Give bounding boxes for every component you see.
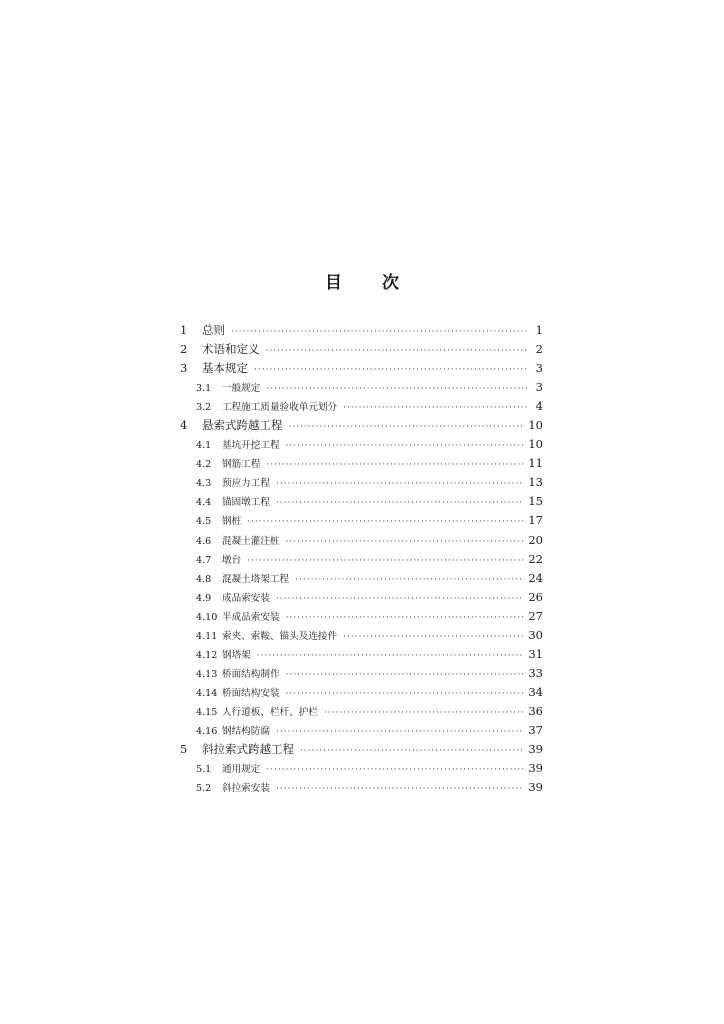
toc-page-number: 1 [535, 323, 543, 337]
toc-chapter-entry[interactable] [180, 359, 543, 378]
title-char-2: 次 [382, 273, 399, 293]
toc-entry-title: 索夹、索鞍、锚头及连接件 [222, 630, 338, 642]
toc-entry-number: 4.5 [196, 516, 212, 528]
toc-section-entry[interactable] [180, 473, 543, 492]
toc-section-entry[interactable] [180, 607, 543, 626]
toc-entry-number: 4.6 [196, 535, 212, 547]
toc-page-number: 22 [528, 551, 543, 566]
toc-page-number: 13 [528, 475, 543, 490]
toc-entry-title: 悬索式跨越工程 [202, 418, 283, 433]
toc-page-number: 36 [528, 703, 543, 718]
toc-entry-title: 人行道板、栏杆、护栏 [222, 706, 318, 718]
toc-entry-number: 4.2 [196, 459, 212, 471]
toc-entry-number: 5.2 [196, 783, 212, 795]
dot-leader [247, 513, 524, 532]
toc-page-number: 33 [528, 665, 543, 680]
toc-page-number: 34 [528, 684, 543, 699]
toc-page-number: 3 [535, 361, 543, 376]
toc-entry-number: 4.16 [196, 725, 218, 737]
toc-entry-number: 3.1 [196, 383, 212, 395]
toc-entry-title: 混凝土灌注桩 [222, 535, 280, 547]
toc-entry-title: 成品索安装 [222, 592, 270, 604]
toc-page-number: 4 [535, 399, 543, 414]
toc-entry-title: 钢塔架 [222, 649, 251, 661]
dot-leader [286, 685, 525, 704]
toc-chapter-entry[interactable] [180, 740, 543, 759]
toc-entry-title: 墩台 [222, 554, 242, 566]
toc-section-entry[interactable] [180, 435, 543, 454]
toc-section-entry[interactable] [180, 378, 543, 397]
toc-page-number: 39 [528, 742, 543, 757]
toc-page-number: 27 [528, 608, 543, 623]
toc-entry-number: 4.11 [196, 630, 218, 642]
toc-section-entry[interactable] [180, 550, 543, 569]
dot-leader [254, 361, 529, 380]
toc-entry-title: 工程施工质量验收单元划分 [222, 402, 338, 414]
toc-section-entry[interactable] [180, 454, 543, 473]
dot-leader [276, 780, 524, 799]
toc-entry-title: 桥面结构制作 [222, 668, 280, 680]
toc-section-entry[interactable] [180, 664, 543, 683]
toc-entry-number: 4.7 [196, 554, 212, 566]
toc-page-number: 37 [528, 722, 543, 737]
toc-section-entry[interactable] [180, 778, 543, 797]
toc-entry-title: 基坑开挖工程 [222, 440, 280, 452]
toc-entry-number: 5.1 [196, 764, 212, 776]
toc-entry-number: 1 [180, 323, 188, 337]
toc-entry-number: 3.2 [196, 402, 212, 414]
toc-entry-number: 4.4 [196, 497, 212, 509]
toc-page-number: 30 [528, 627, 543, 642]
dot-leader [231, 323, 529, 342]
dot-leader [247, 552, 524, 571]
dot-leader [266, 342, 530, 361]
toc-entry-title: 钢桩 [222, 516, 242, 528]
toc-section-entry[interactable] [180, 759, 543, 778]
toc-page-number: 10 [528, 437, 543, 452]
toc-entry-title: 混凝土塔架工程 [222, 573, 290, 585]
toc-entry-title: 钢筋工程 [222, 459, 261, 471]
page-title [0, 268, 724, 293]
toc-entry-title: 通用规定 [222, 764, 261, 776]
dot-leader [289, 418, 525, 437]
dot-leader [324, 704, 524, 723]
toc-section-entry[interactable] [180, 626, 543, 645]
dot-leader [286, 437, 525, 456]
dot-leader [343, 399, 529, 418]
toc-page-number: 11 [528, 456, 543, 471]
toc-entry-number: 4.12 [196, 649, 218, 661]
toc-entry-number: 4.3 [196, 478, 212, 490]
toc-entry-title: 锚固墩工程 [222, 497, 270, 509]
toc-entry-number: 5 [180, 742, 188, 757]
dot-leader [276, 494, 524, 513]
toc-entry-title: 桥面结构安装 [222, 687, 280, 699]
toc-entry-title: 预应力工程 [222, 478, 270, 490]
dot-leader [343, 628, 524, 647]
title-char-1: 目 [325, 273, 342, 293]
toc-entry-number: 4.13 [196, 668, 218, 680]
toc-section-entry[interactable] [180, 683, 543, 702]
toc-page-number: 39 [528, 761, 543, 776]
toc-entry-title: 半成品索安装 [222, 611, 280, 623]
toc-entry-number: 4.15 [196, 706, 218, 718]
toc-chapter-entry[interactable] [180, 340, 543, 359]
toc-page-number: 3 [535, 380, 543, 395]
toc-entry-number: 4.9 [196, 592, 212, 604]
toc-chapter-entry[interactable] [180, 416, 543, 435]
toc-section-entry[interactable] [180, 492, 543, 511]
toc-entry-number: 3 [180, 361, 188, 376]
toc-entry-title: 术语和定义 [202, 342, 260, 357]
toc-entry-title: 一般规定 [222, 383, 261, 395]
toc-section-entry[interactable] [180, 511, 543, 530]
toc-chapter-entry[interactable] [180, 321, 543, 340]
dot-leader [295, 571, 524, 590]
toc-page-number: 26 [528, 589, 543, 604]
toc-section-entry[interactable] [180, 397, 543, 416]
dot-leader [276, 475, 524, 494]
toc-page-number: 15 [528, 494, 543, 509]
toc-page-number: 31 [528, 646, 543, 661]
toc-entry-title: 基本规定 [202, 361, 248, 376]
toc-entry-number: 4 [180, 418, 188, 433]
dot-leader [257, 647, 525, 666]
dot-leader [276, 590, 524, 609]
toc-section-entry[interactable] [180, 588, 543, 607]
toc-entry-title: 斜拉索式跨越工程 [202, 742, 294, 757]
toc-entry-number: 2 [180, 342, 188, 357]
dot-leader [286, 609, 525, 628]
toc-section-entry[interactable] [180, 531, 543, 550]
toc-entry-number: 4.1 [196, 440, 212, 452]
toc-page-number: 17 [528, 513, 543, 528]
toc-page-number: 10 [528, 418, 543, 433]
toc-page-number: 20 [528, 532, 543, 547]
toc-entry-number: 4.8 [196, 573, 212, 585]
toc-page-number: 2 [535, 342, 543, 357]
toc-page-number: 39 [528, 780, 543, 795]
dot-leader [276, 723, 524, 742]
dot-leader [300, 742, 524, 761]
toc-section-entry[interactable] [180, 645, 543, 664]
toc-page-number: 24 [528, 570, 543, 585]
dot-leader [266, 380, 529, 399]
toc-section-entry[interactable] [180, 721, 543, 740]
dot-leader [286, 666, 525, 685]
toc-entry-title: 钢结构防腐 [222, 725, 270, 737]
toc-entry-title: 总则 [202, 323, 225, 337]
table-of-contents [180, 321, 543, 797]
toc-section-entry[interactable] [180, 702, 543, 721]
dot-leader [266, 456, 524, 475]
dot-leader [286, 533, 525, 552]
toc-entry-number: 4.10 [196, 611, 218, 623]
toc-entry-number: 4.14 [196, 687, 218, 699]
dot-leader [266, 761, 524, 780]
toc-section-entry[interactable] [180, 569, 543, 588]
toc-entry-title: 斜拉索安装 [222, 783, 270, 795]
